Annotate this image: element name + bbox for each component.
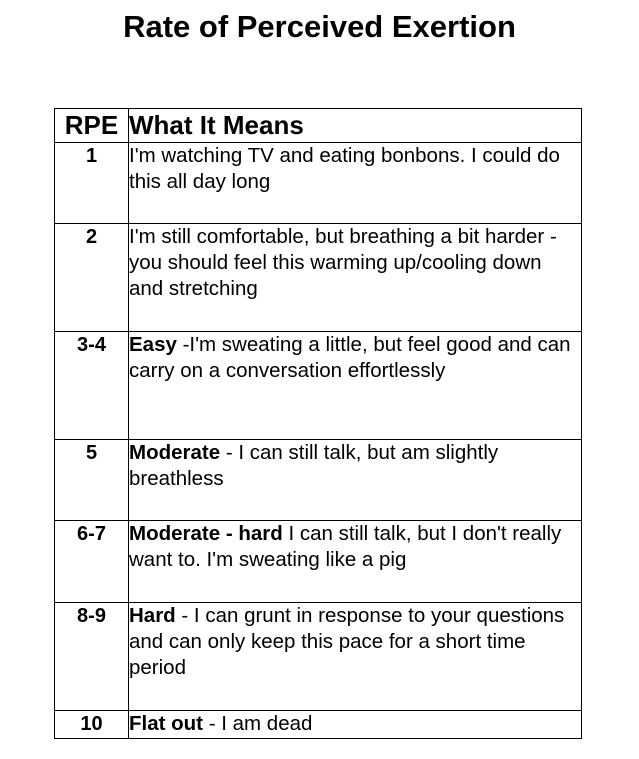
table-row (55, 711, 582, 739)
meaning-description (129, 224, 582, 332)
table-row (55, 440, 582, 521)
description-text: -I'm sweating a little, but feel good and can carry on a conversation effortlessly (129, 333, 571, 382)
meaning-description (129, 332, 582, 440)
description-text: I'm still comfortable, but breathing a bit harder - you should feel this warming up/cooling down and stretching (129, 225, 557, 300)
rpe-value: 1 (55, 143, 129, 224)
rpe-value: 10 (55, 711, 129, 739)
description-text: I'm watching TV and eating bonbons. I could do this all day long (129, 144, 560, 193)
table-header-row (55, 109, 582, 143)
table-row (55, 224, 582, 332)
table-row (55, 521, 582, 603)
table-row (55, 332, 582, 440)
description-text: - I can still talk, but am slightly breathless (129, 441, 499, 490)
meaning-description (129, 521, 582, 603)
meaning-description (129, 143, 582, 224)
rpe-table (54, 108, 582, 739)
intensity-label: Moderate - hard (129, 522, 283, 545)
intensity-label: Easy (129, 333, 177, 356)
intensity-label: Moderate (129, 441, 221, 464)
description-text: - I can grunt in response to your questions and can only keep this pace for a short time period (129, 604, 565, 679)
meaning-description (129, 440, 582, 521)
description-text: - I am dead (203, 712, 313, 735)
rpe-value: 3-4 (55, 332, 129, 440)
table-row (55, 603, 582, 711)
meaning-description (129, 711, 582, 739)
rpe-value: 2 (55, 224, 129, 332)
rpe-value: 5 (55, 440, 129, 521)
page-title: Rate of Perceived Exertion (123, 9, 516, 44)
intensity-label: Hard (129, 604, 176, 627)
meaning-description (129, 603, 582, 711)
rpe-column-header: RPE (55, 109, 129, 143)
table-row (55, 143, 582, 224)
description-text: I can still talk, but I don't really want to. I'm sweating like a pig (129, 522, 562, 571)
meaning-column-header: What It Means (129, 109, 582, 143)
intensity-label: Flat out (129, 712, 204, 735)
rpe-value: 8-9 (55, 603, 129, 711)
rpe-value: 6-7 (55, 521, 129, 603)
